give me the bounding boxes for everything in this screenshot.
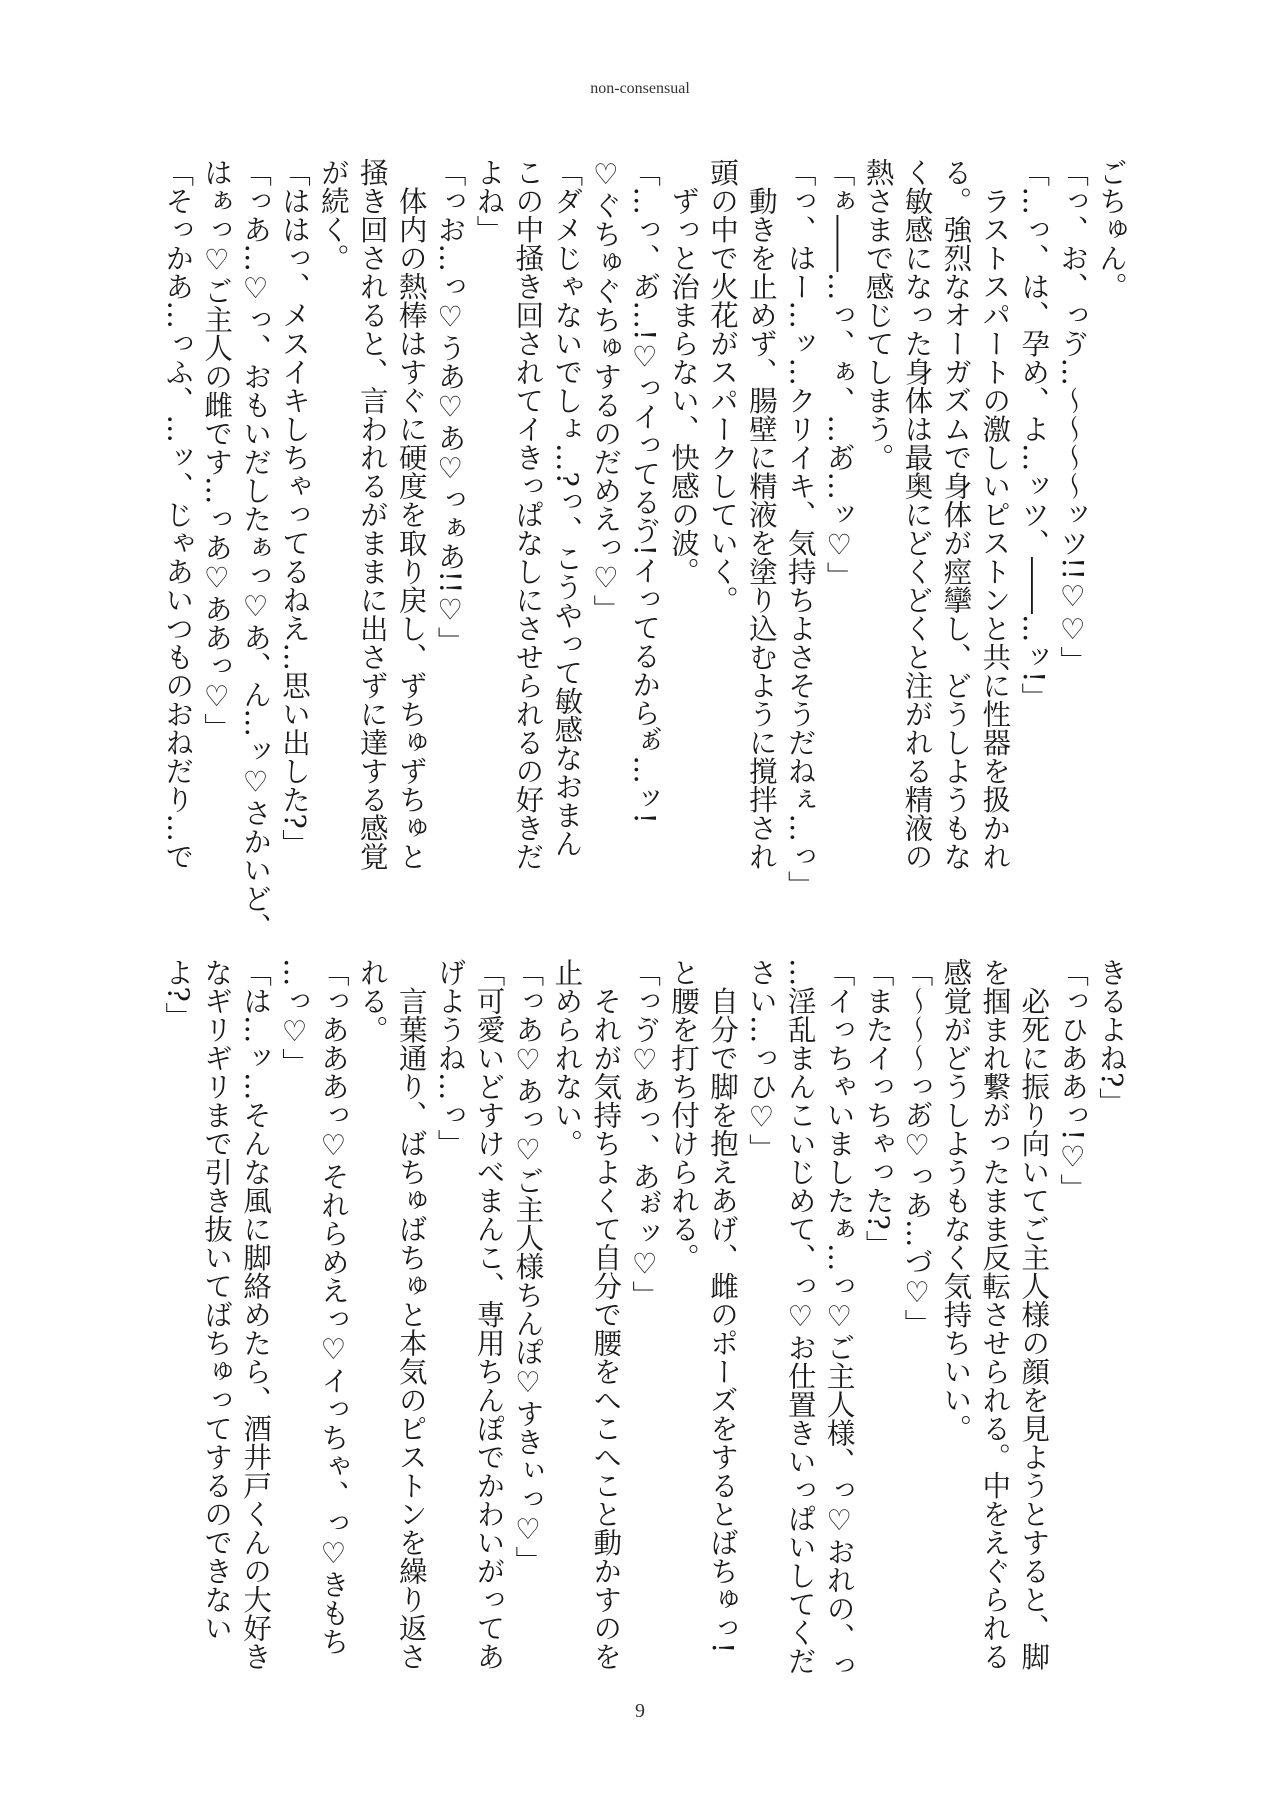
text-column: 自分で脚を抱えあげ、雌のポーズをするとばちゅっ! (705, 958, 739, 1654)
text-column: 「〜〜〜っあ゙♡っあ…づ♡」 (900, 958, 934, 1338)
text-column: ラストスパートの激しいピストンと共に性器を扱かれ (978, 158, 1012, 871)
text-column: よ?」 (161, 958, 195, 1031)
text-column: 「っあ♡あっ♡ご主人様ちんぽ♡すきぃっ♡」 (511, 958, 545, 1575)
text-column: が続く。 (316, 158, 350, 272)
text-column: を掴まれ繋がったまま反転させられる。中をえぐられる (978, 958, 1012, 1671)
text-column: ごちゅん。 (1095, 158, 1128, 301)
text-column: ずっと治まらない、快感の波。 (667, 158, 701, 586)
text-column: 「っあ…♡っ、おもいだしたぁっ♡あ、ん…ッ♡さかいど、 (239, 158, 273, 941)
text-column: …っ♡」 (277, 958, 311, 1077)
text-column: 熱さまで感じてしまう。 (861, 158, 895, 472)
text-column: 頭の中で火花がスパークしていく。 (705, 158, 739, 614)
text-column: …淫乱まんこいじめて、っ♡お仕置きいっぱいしてくだ (783, 958, 817, 1675)
page-number: 9 (635, 1700, 645, 1722)
text-column: 「そっかあ…っふ、…ッ、じゃあいつものおねだり…で (161, 158, 195, 871)
text-column: 「ダメじゃないでしょ…?っ、こうやって敏感なおまん (550, 158, 584, 858)
text-column: なギリギリまで引き抜いてばちゅってするのできない (200, 958, 234, 1642)
text-column: よね」 (472, 158, 506, 244)
text-column: さい…っひ♡」 (744, 958, 778, 1162)
running-header: non-consensual (590, 80, 690, 97)
text-column: はぁっ♡ご主人の雌です…っあ♡ああっ♡」 (200, 158, 234, 742)
text-block-bottom (155, 958, 1130, 1683)
text-column: 「っひああっ!♡」 (1056, 958, 1090, 1202)
text-column: 動きを止めず、腸壁に精液を塗り込むように撹拌され (744, 158, 778, 871)
text-column: きるよね?」 (1095, 958, 1128, 1116)
text-column: ♡ぐちゅぐちゅするのだめえっ♡」 (589, 158, 623, 623)
text-column: 「ははっ、メスイキしちゃってるねえ…思い出した?」 (277, 158, 311, 858)
text-column: 言葉通り、ばちゅばちゅと本気のピストンを繰り返さ (394, 958, 428, 1671)
text-column: れる。 (355, 958, 389, 1044)
text-column: 「っ、はー…ッ…クリイキ、気持ちよさそうだねぇ…っ」 (783, 158, 817, 899)
text-column: それが気持ちよくて自分で腰をへこへこと動かすのを (589, 958, 623, 1671)
text-column: げようね…っ」 (433, 958, 467, 1158)
text-column: 必死に振り向いてご主人様の顔を見ようとすると、脚 (1017, 958, 1051, 1671)
text-column: 感覚がどうしようもなく気持ちいい。 (939, 958, 973, 1443)
text-column: 掻き回されると、言われるがままに出さずに達する感覚 (355, 158, 389, 871)
text-column: この中掻き回されてイきっぱなしにさせられるの好きだ (511, 158, 545, 871)
text-column: 「ぁ――…っ、ぁ、…あ゙…ッ♡」 (822, 158, 856, 590)
text-column: 「っお…っ♡うあ♡あ♡っぁあ!!♡」 (433, 158, 467, 655)
text-column: と腰を打ち付けられる。 (667, 958, 701, 1272)
text-column: る。強烈なオーガズムで身体が痙攣し、どうしようもな (939, 158, 973, 871)
text-column: 「は…ッ…そんな風に脚絡めたら、酒井戸くんの大好き (239, 958, 273, 1671)
text-column: く敏感になった身体は最奥にどくどくと注がれる精液の (900, 158, 934, 871)
text-column: 「またイっちゃった?」 (861, 958, 895, 1259)
text-column: 「…っ、は、孕め、よ…ッツ、――…ッ!」 (1017, 158, 1051, 711)
text-column: 「…っ、あ゙…!♡っイってるゔ!イってるからぁ゙…ッ! (628, 158, 662, 824)
text-column: 「イっちゃいましたぁ…っ♡ご主人様、っ♡おれの、っ (822, 958, 856, 1680)
text-block-top (155, 158, 1130, 941)
text-column: 「っゔ♡あっ、あぉ゙ッ♡」 (628, 958, 662, 1309)
text-column: 体内の熱棒はすぐに硬度を取り戻し、ずちゅずちゅと (394, 158, 428, 871)
text-column: 止められない。 (550, 958, 584, 1158)
text-column: 「可愛いどすけべまんこ、専用ちんぽでかわいがってあ (472, 958, 506, 1671)
text-column: 「っ、お、っゔ…〜〜〜〜ッツ!!♡♡」 (1056, 158, 1090, 675)
text-column: 「っあああっ♡それらめえっ♡イっちゃ、っ♡きもち (316, 958, 350, 1656)
